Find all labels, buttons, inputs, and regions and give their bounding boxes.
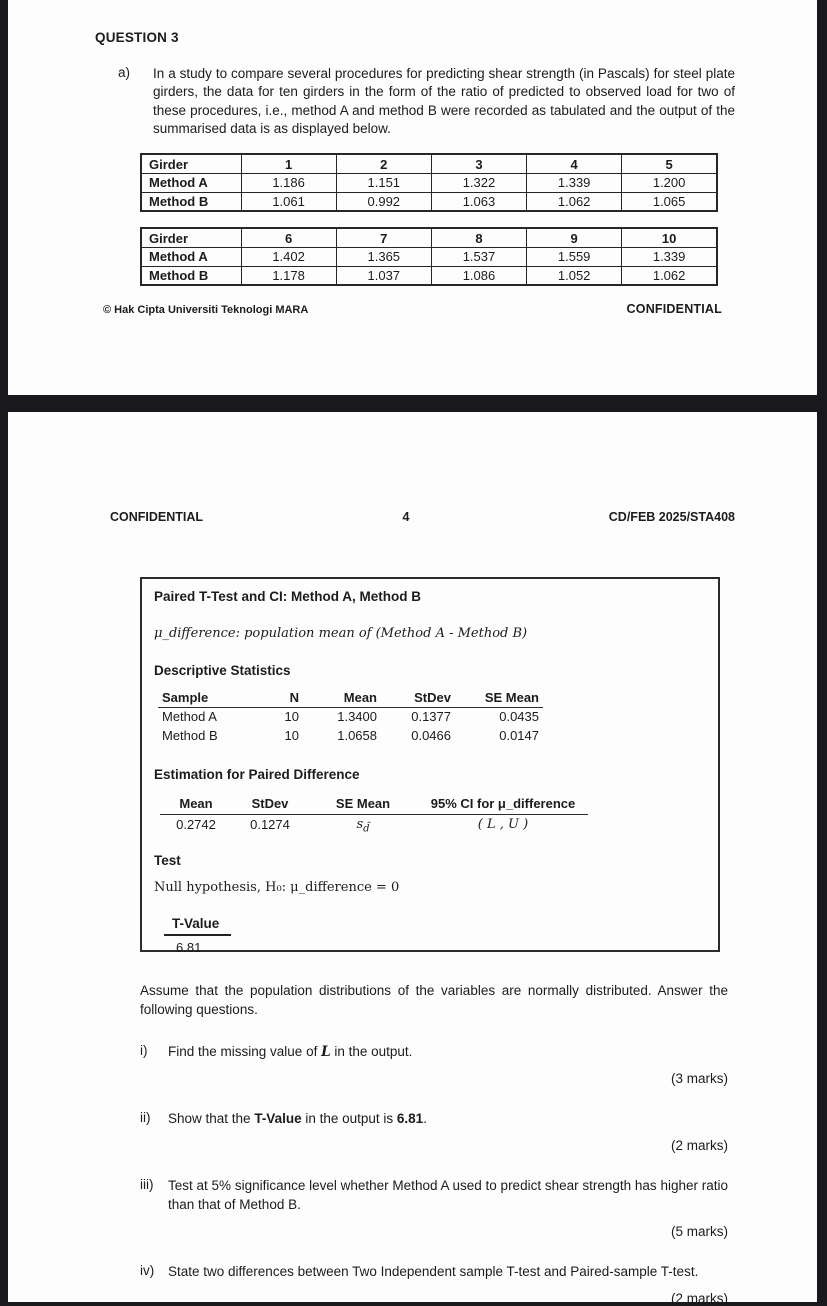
table-cell: 1.402 [241,247,336,266]
part-label: a) [118,65,131,80]
table-cell: 1.3400 [337,709,377,725]
table-row [158,726,543,745]
table-cell: 1.178 [241,266,336,285]
t-value-block [164,915,706,955]
table-header: SE Mean [455,688,543,707]
header-course-code: CD/FEB 2025/STA408 [608,510,735,524]
table-header: SE Mean [308,794,418,814]
table-cell: 2 [336,154,431,173]
table-cell: Method B [141,266,241,285]
question-iv [140,1263,728,1306]
table-cell: 1.052 [527,266,622,285]
t-value-label: T-Value [164,916,231,936]
text-segment: Find the missing value of [168,1044,322,1060]
question-number: iii) [140,1177,154,1193]
t-value: 6.81 [176,940,202,956]
table-cell: Method A [141,247,241,266]
table-cell: 10 [622,228,717,247]
table-cell: 1.537 [431,247,526,266]
table-header-row [158,688,543,707]
t-value-number-ref: 6.81 [396,1111,424,1127]
table-cell: Method A [141,173,241,192]
text-segment: in the output. [330,1044,413,1060]
minitab-output-box [140,577,720,956]
table-header: Mean [303,688,381,707]
table-cell: 1.200 [622,173,717,192]
t-value-ref: T-Value [254,1111,302,1127]
math-symbol-L: L [321,1044,331,1061]
table-row [141,192,717,211]
table-cell: 0.0147 [499,728,539,743]
se-mean-placeholder [308,814,418,835]
question-row [140,1043,728,1062]
question-text [168,1043,728,1062]
table-row [160,814,588,835]
questions-section [140,982,728,1306]
table-cell: 1.0658 [337,728,377,743]
test-heading: Test [154,853,181,869]
question-number: ii) [140,1110,151,1126]
question-iii [140,1177,728,1239]
text-segment: Show that the [168,1111,255,1127]
question-part-a [118,65,735,138]
question-number: iv) [140,1262,155,1278]
table-cell: 10 [284,709,299,725]
se-symbol-subscript: d̄ [363,823,370,835]
table-cell: 1.365 [336,247,431,266]
table-cell: 1.086 [431,266,526,285]
mu-difference-definition: μ_difference: population mean of (Method A - Method B) [154,626,528,641]
table-row [141,247,717,266]
table-cell: 1.037 [336,266,431,285]
descriptive-statistics-heading: Descriptive Statistics [154,663,291,678]
table-cell: 4 [527,154,622,173]
table-cell: 1.062 [622,266,717,285]
table-header-row [160,794,588,814]
confidential-label: CONFIDENTIAL [626,302,722,317]
table-row [141,228,717,247]
text-segment: in the output is [301,1111,397,1127]
exam-page-2 [8,412,817,1306]
ci-placeholder: ( L , U ) [477,817,529,833]
page1-footer [8,302,817,316]
null-hypothesis-line: Null hypothesis, H₀: μ_difference = 0 [154,880,400,896]
page-number: 4 [402,510,410,524]
table-cell: 0.0435 [499,709,539,725]
table-cell: Method A [162,709,217,725]
table-header: StDev [232,794,308,814]
table-cell: 3 [431,154,526,173]
table-cell: 1.151 [336,173,431,192]
marks-label: (3 marks) [671,1071,728,1087]
question-text [168,1110,728,1129]
copyright-text: © Hak Cipta Universiti Teknologi MARA [103,304,309,317]
table-cell: 7 [336,228,431,247]
table-cell: Method B [162,728,218,743]
se-symbol: s [356,816,364,832]
table-cell: Method B [141,192,241,211]
part-text: In a study to compare several procedures for predicting shear strength (in Pascals) for steel plate girders, the data for ten girders in the form of the ratio of predicted to observed load for two of these procedures, i.e., method A and method B were recorded as tabulated and the output of the summarised data is as displayed below. [153,66,735,137]
question-row [140,1177,728,1215]
table-cell: 1.186 [241,173,336,192]
table-row [141,266,717,285]
question-row [140,1110,728,1129]
assume-paragraph: Assume that the population distributions of the variables are normally distributed. Answer the following questions. [140,983,728,1017]
table-cell: 6 [241,228,336,247]
text-segment: . [423,1111,427,1127]
table-cell: 1.559 [527,247,622,266]
table-row [158,707,543,726]
table-cell: 9 [527,228,622,247]
estimation-heading: Estimation for Paired Difference [154,767,360,782]
girder-table-6-10 [140,227,718,286]
marks-label: (2 marks) [671,1138,728,1154]
girder-table-1-5 [140,153,718,212]
descriptive-statistics-table [158,688,543,745]
table-cell: 0.2742 [176,817,216,833]
table-cell: 1.062 [527,192,622,211]
question-ii [140,1110,728,1153]
marks-label: (2 marks) [671,1290,728,1306]
table-cell: 1.339 [527,173,622,192]
question-title: QUESTION 3 [95,30,179,45]
exam-page-1 [8,0,817,395]
table-header: Mean [160,794,232,814]
table-cell: 1.063 [431,192,526,211]
estimation-table [160,794,588,835]
table-cell: 1.065 [622,192,717,211]
table-cell: 0.992 [336,192,431,211]
marks-label: (5 marks) [671,1223,728,1239]
table-header: StDev [381,688,455,707]
table-cell: 0.1377 [411,709,451,725]
question-text: Test at 5% significance level whether Method A used to predict shear strength has higher ratio than that of Method B. [168,1178,728,1212]
table-row [141,154,717,173]
question-text: State two differences between Two Independent sample T-test and Paired-sample T-test. [168,1263,699,1279]
table-cell: Girder [141,228,241,247]
table-cell: 1.339 [622,247,717,266]
table-cell: 1 [241,154,336,173]
table-cell: 1.061 [241,192,336,211]
table-cell: 0.0466 [411,728,451,743]
table-row [141,173,717,192]
table-cell: 0.1274 [250,817,290,833]
table-cell: 10 [284,728,299,743]
table-cell: 8 [431,228,526,247]
question-i [140,1043,728,1086]
header-confidential: CONFIDENTIAL [110,510,204,524]
table-header: 95% CI for μ_difference [418,794,588,814]
table-cell: Girder [141,154,241,173]
question-number: i) [140,1043,148,1059]
table-cell: 5 [622,154,717,173]
minitab-title: Paired T-Test and CI: Method A, Method B [154,589,422,604]
table-header: Sample [158,688,258,707]
table-header: N [258,688,303,707]
question-row [140,1263,728,1282]
table-cell: 1.322 [431,173,526,192]
page2-header [8,412,817,524]
